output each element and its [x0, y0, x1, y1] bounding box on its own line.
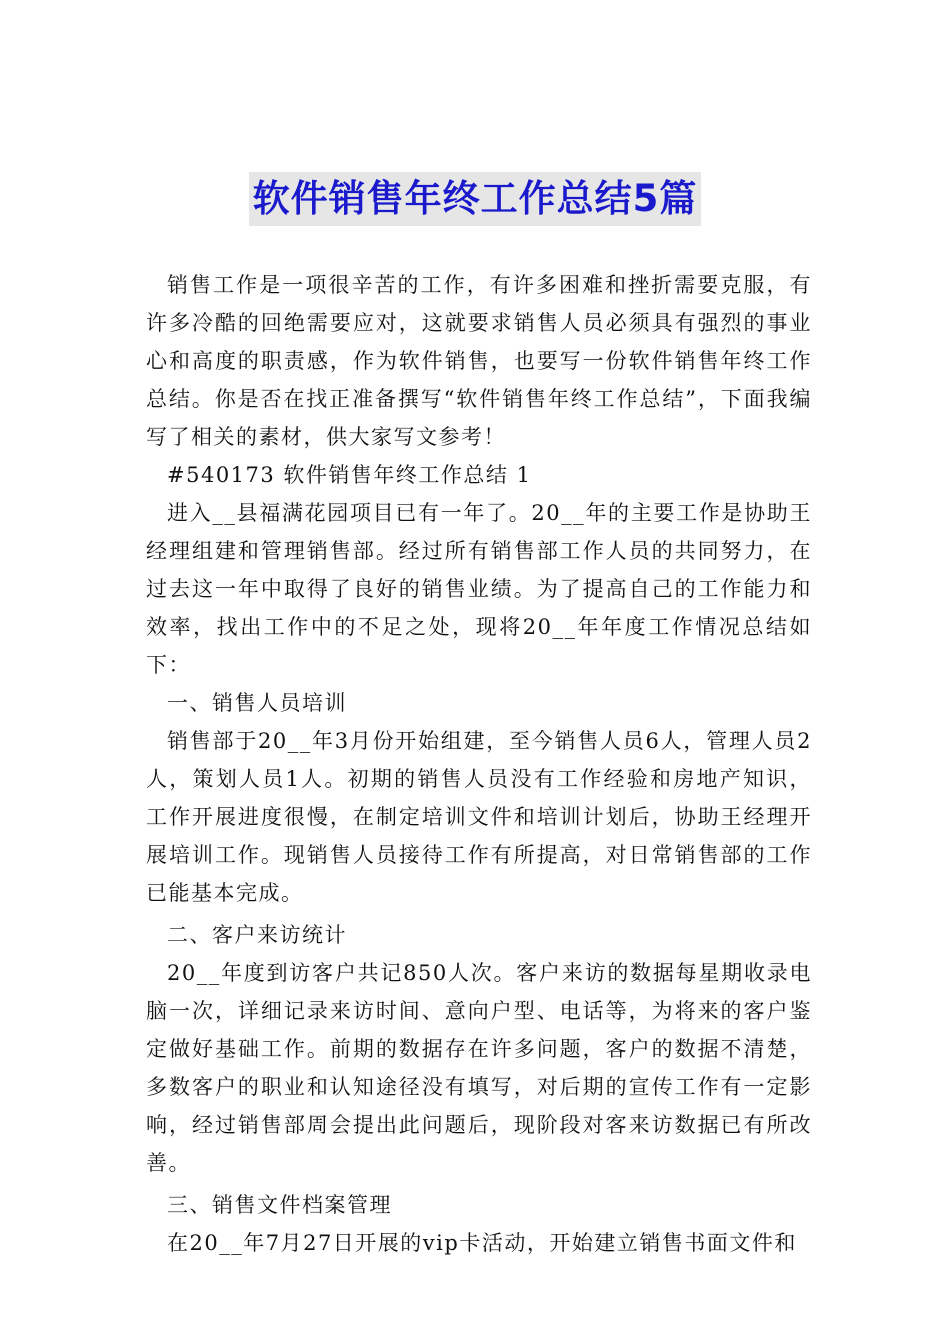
section-heading-visitors: 二、客户来访统计 — [167, 923, 347, 947]
document-title: 软件销售年终工作总结5篇 — [249, 172, 702, 226]
body-paragraph: 进入__县福满花园项目已有一年了。20__年的主要工作是协助王经理组建和管理销售部。经过所有销售部工作人员的共同努力，在过去这一年中取得了良好的销售业绩。为了提高自己的工作能力和效率，找出工作中的不足之处，现将20__年年度工作情况总结如下： — [146, 501, 812, 677]
intro-paragraph: 销售工作是一项很辛苦的工作，有许多困难和挫折需要克服，有许多冷酷的回绝需要应对，这就要求销售人员必须具有强烈的事业心和高度的职责感，作为软件销售，也要写一份软件销售年终工作总结。你是否在找正准备撰写“软件销售年终工作总结”，下面我编写了相关的素材，供大家写文参考！ — [146, 273, 812, 449]
body-paragraph: 20__年度到访客户共记850人次。客户来访的数据每星期收录电脑一次，详细记录来访时间、意向户型、电话等，为将来的客户鉴定做好基础工作。前期的数据存在许多问题，客户的数据不清楚，多数客户的职业和认知途径没有填写，对后期的宣传工作有一定影响，经过销售部周会提出此问题后，现阶段对客来访数据已有所改善。 — [146, 961, 812, 1175]
section-heading-archives: 三、销售文件档案管理 — [167, 1193, 392, 1217]
body-paragraph: 在20__年7月27日开展的vip卡活动，开始建立销售书面文件和 — [167, 1231, 797, 1255]
section-heading-training: 一、销售人员培训 — [167, 691, 347, 715]
section-heading-summary-1: #540173 软件销售年终工作总结 1 — [167, 463, 532, 487]
body-paragraph: 销售部于20__年3月份开始组建，至今销售人员6人，管理人员2人，策划人员1人。初期的销售人员没有工作经验和房地产知识，工作开展进度很慢，在制定培训文件和培训计划后，协助王经理开展培训工作。现销售人员接待工作有所提高，对日常销售部的工作已能基本完成。 — [146, 729, 812, 905]
document-body — [146, 266, 812, 1262]
title-container — [0, 172, 950, 226]
